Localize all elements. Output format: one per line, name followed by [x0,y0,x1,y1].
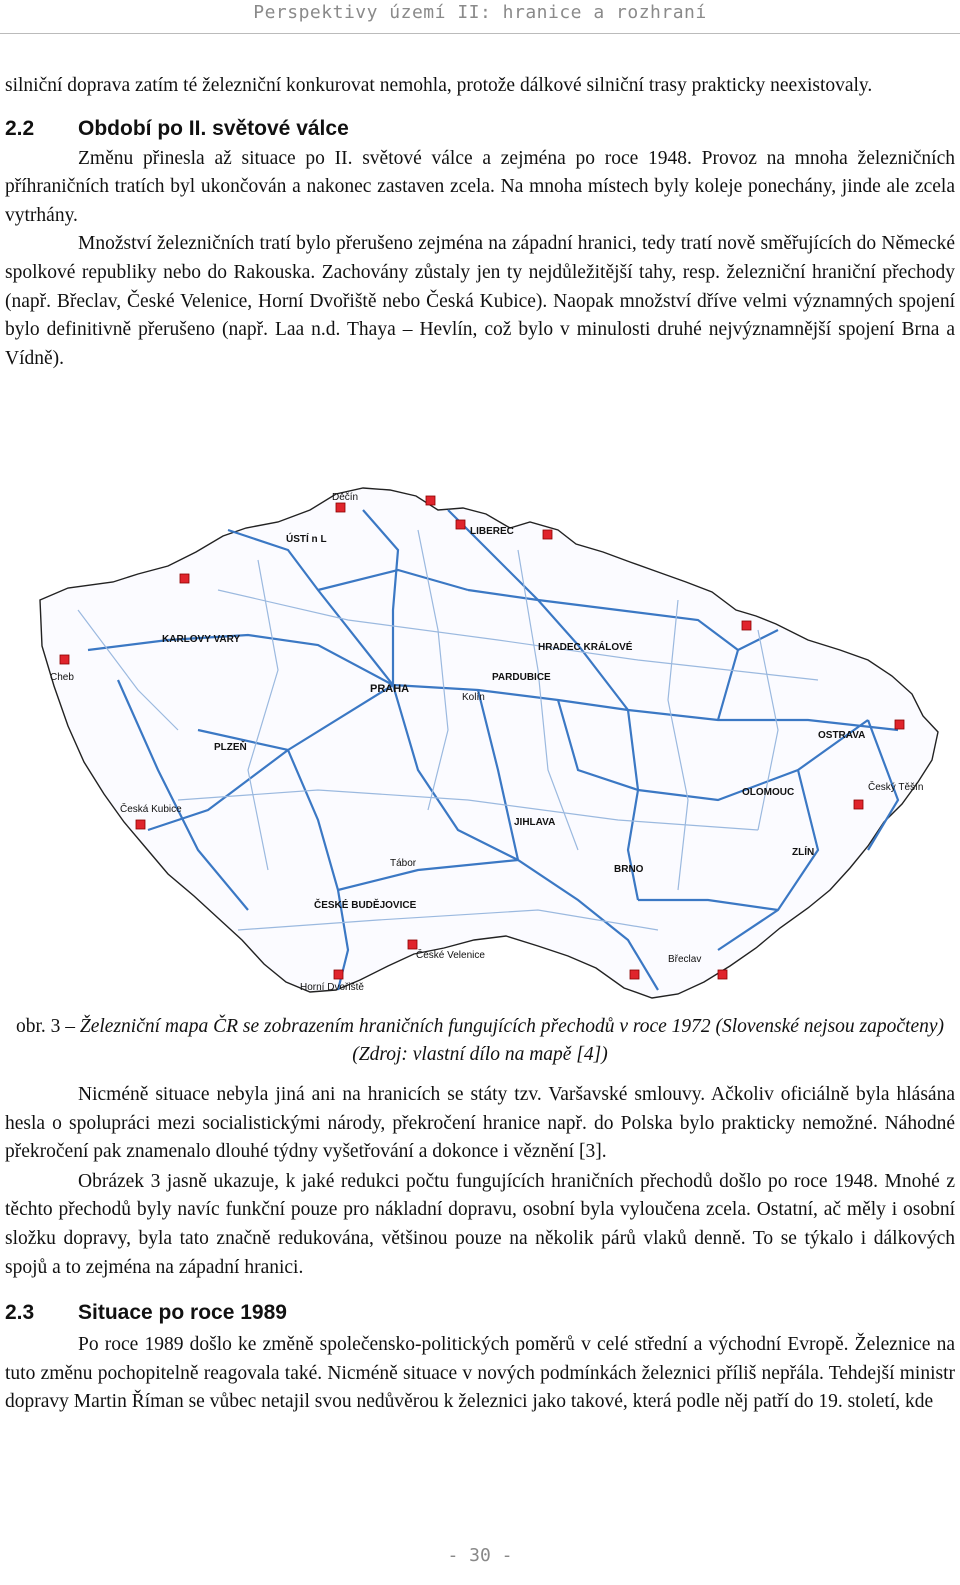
map-label-ceske-velenice: České Velenice [416,950,485,961]
map-label-ceska-kubice: Česká Kubice [120,804,182,815]
map-label-pardubice: PARDUBICE [492,672,551,683]
map-label-jihlava: JIHLAVA [514,817,556,828]
map-label-praha: PRAHA [370,683,410,695]
section-number: 2.3 [5,1301,35,1325]
paragraph-intro: silniční doprava zatím té železniční konkurovat nemohla, protože dálkové silniční trasy prakticky neexistovaly. [5,75,873,96]
railway-map-figure [18,470,952,1008]
page-number: - 30 - [447,1545,513,1566]
section-title: Období po II. světové válce [78,116,349,140]
text-block-top [5,72,955,373]
map-label-breclav: Břeclav [668,954,702,965]
map-label-ostrava: OSTRAVA [818,730,866,741]
paragraph-after-2: Obrázek 3 jasně ukazuje, k jaké redukci počtu fungujících hraničních přechodů došlo po roce 1948. Mnohé z těchto přechodů byly navíc funkční pouze pro nákladní dopravu, osobní byla vyloučena zcela. Ostatní, ač měly i osobní složku dopravy, byla tato značně redukována, většinou pouze na několik párů vlaků denně. To se týkalo i dálkových spojů a to zejména na západní hranici. [5,1170,955,1278]
map-label-hradec: HRADEC KRÁLOVÉ [538,642,633,653]
map-label-tabor: Tábor [390,858,417,869]
section-title: Situace po roce 1989 [78,1301,287,1325]
map-label-karlovy-vary: KARLOVY VARY [162,634,241,645]
text-block-bottom [5,1081,955,1417]
map-label-cesky-tesin: Český Těšín [868,782,924,793]
section-heading-2-3 [5,1298,955,1328]
header-rule [0,33,960,34]
map-label-kolin: Kolín [462,692,485,703]
map-label-usti: ÚSTÍ n L [286,534,327,545]
caption-prefix: obr. 3 – [15,1016,80,1037]
map-label-decin: Děčín [332,492,359,503]
map-label-zlin: ZLÍN [792,847,815,858]
figure-caption [5,1013,955,1069]
map-label-cheb: Cheb [50,672,74,683]
paragraph-2-2-a: Změnu přinesla až situace po II. světové válce a zejména po roce 1948. Provoz na mnoha železničních příhraničních tratích byl ukončován a nakonec zastaven zcela. Na mnoha místech byly koleje ponechány, jinde ale zcela vytrhány. [5,147,955,226]
section-heading-2-2 [5,114,955,144]
map-label-ceske-budejovice: ČESKÉ BUDĚJOVICE [314,900,417,911]
caption-text: Železniční mapa ČR se zobrazením hraničních fungujících přechodů v roce 1972 (Slovenské nejsou započteny) (Zdroj: vlastní dílo na mapě [4]) [79,1016,945,1065]
paragraph-2-3: Po roce 1989 došlo ke změně společensko-politických poměrů v celé střední a východní Evropě. Železnice na tuto změnu pochopitelně reagovala také. Nicméně situace v nových podmínkách železnici příliš nepřála. Tehdejší ministr dopravy Martin Říman se vůbec netajil svou nedůvěrou k železnici jako takové, která podle něj patří do 19. století, kde [5,1334,955,1413]
map-label-plzen: PLZEŇ [214,742,247,753]
map-label-brno: BRNO [614,864,644,875]
country-border [40,488,938,998]
map-label-olomouc: OLOMOUC [742,787,795,798]
paragraph-2-2-b: Množství železničních tratí bylo přerušeno zejména na západní hranici, tedy tratí nově směřujících do Německé spolkové republiky nebo do Rakouska. Zachovány zůstaly jen ty nejdůležitější tahy, resp. železniční hraniční přechody (např. Břeclav, České Velenice, Horní Dvořiště nebo Česká Kubice). Naopak množství dříve velmi významných spojení bylo definitivně přerušeno (např. Laa n.d. Thaya – Hevlín, což bylo v minulosti druhé nejvýznamnější spojení Brna a Vídně). [5,233,955,369]
section-number: 2.2 [5,116,35,140]
map-label-liberec: LIBEREC [470,526,514,537]
map-label-horni-dvoriste: Horní Dvořiště [300,982,364,993]
paragraph-after-1: Nicméně situace nebyla jiná ani na hranicích se státy tzv. Varšavské smlouvy. Ačkoliv oficiálně byla hlásána hesla o spolupráci mezi socialistickými národy, překročení hranice např. do Polska bylo prakticky nemožné. Náhodné překročení pak znamenalo dlouhé týdny vyšetřování a dokonce i věznění [3]. [5,1084,955,1163]
running-header: Perspektivy území II: hranice a rozhraní [253,2,707,23]
